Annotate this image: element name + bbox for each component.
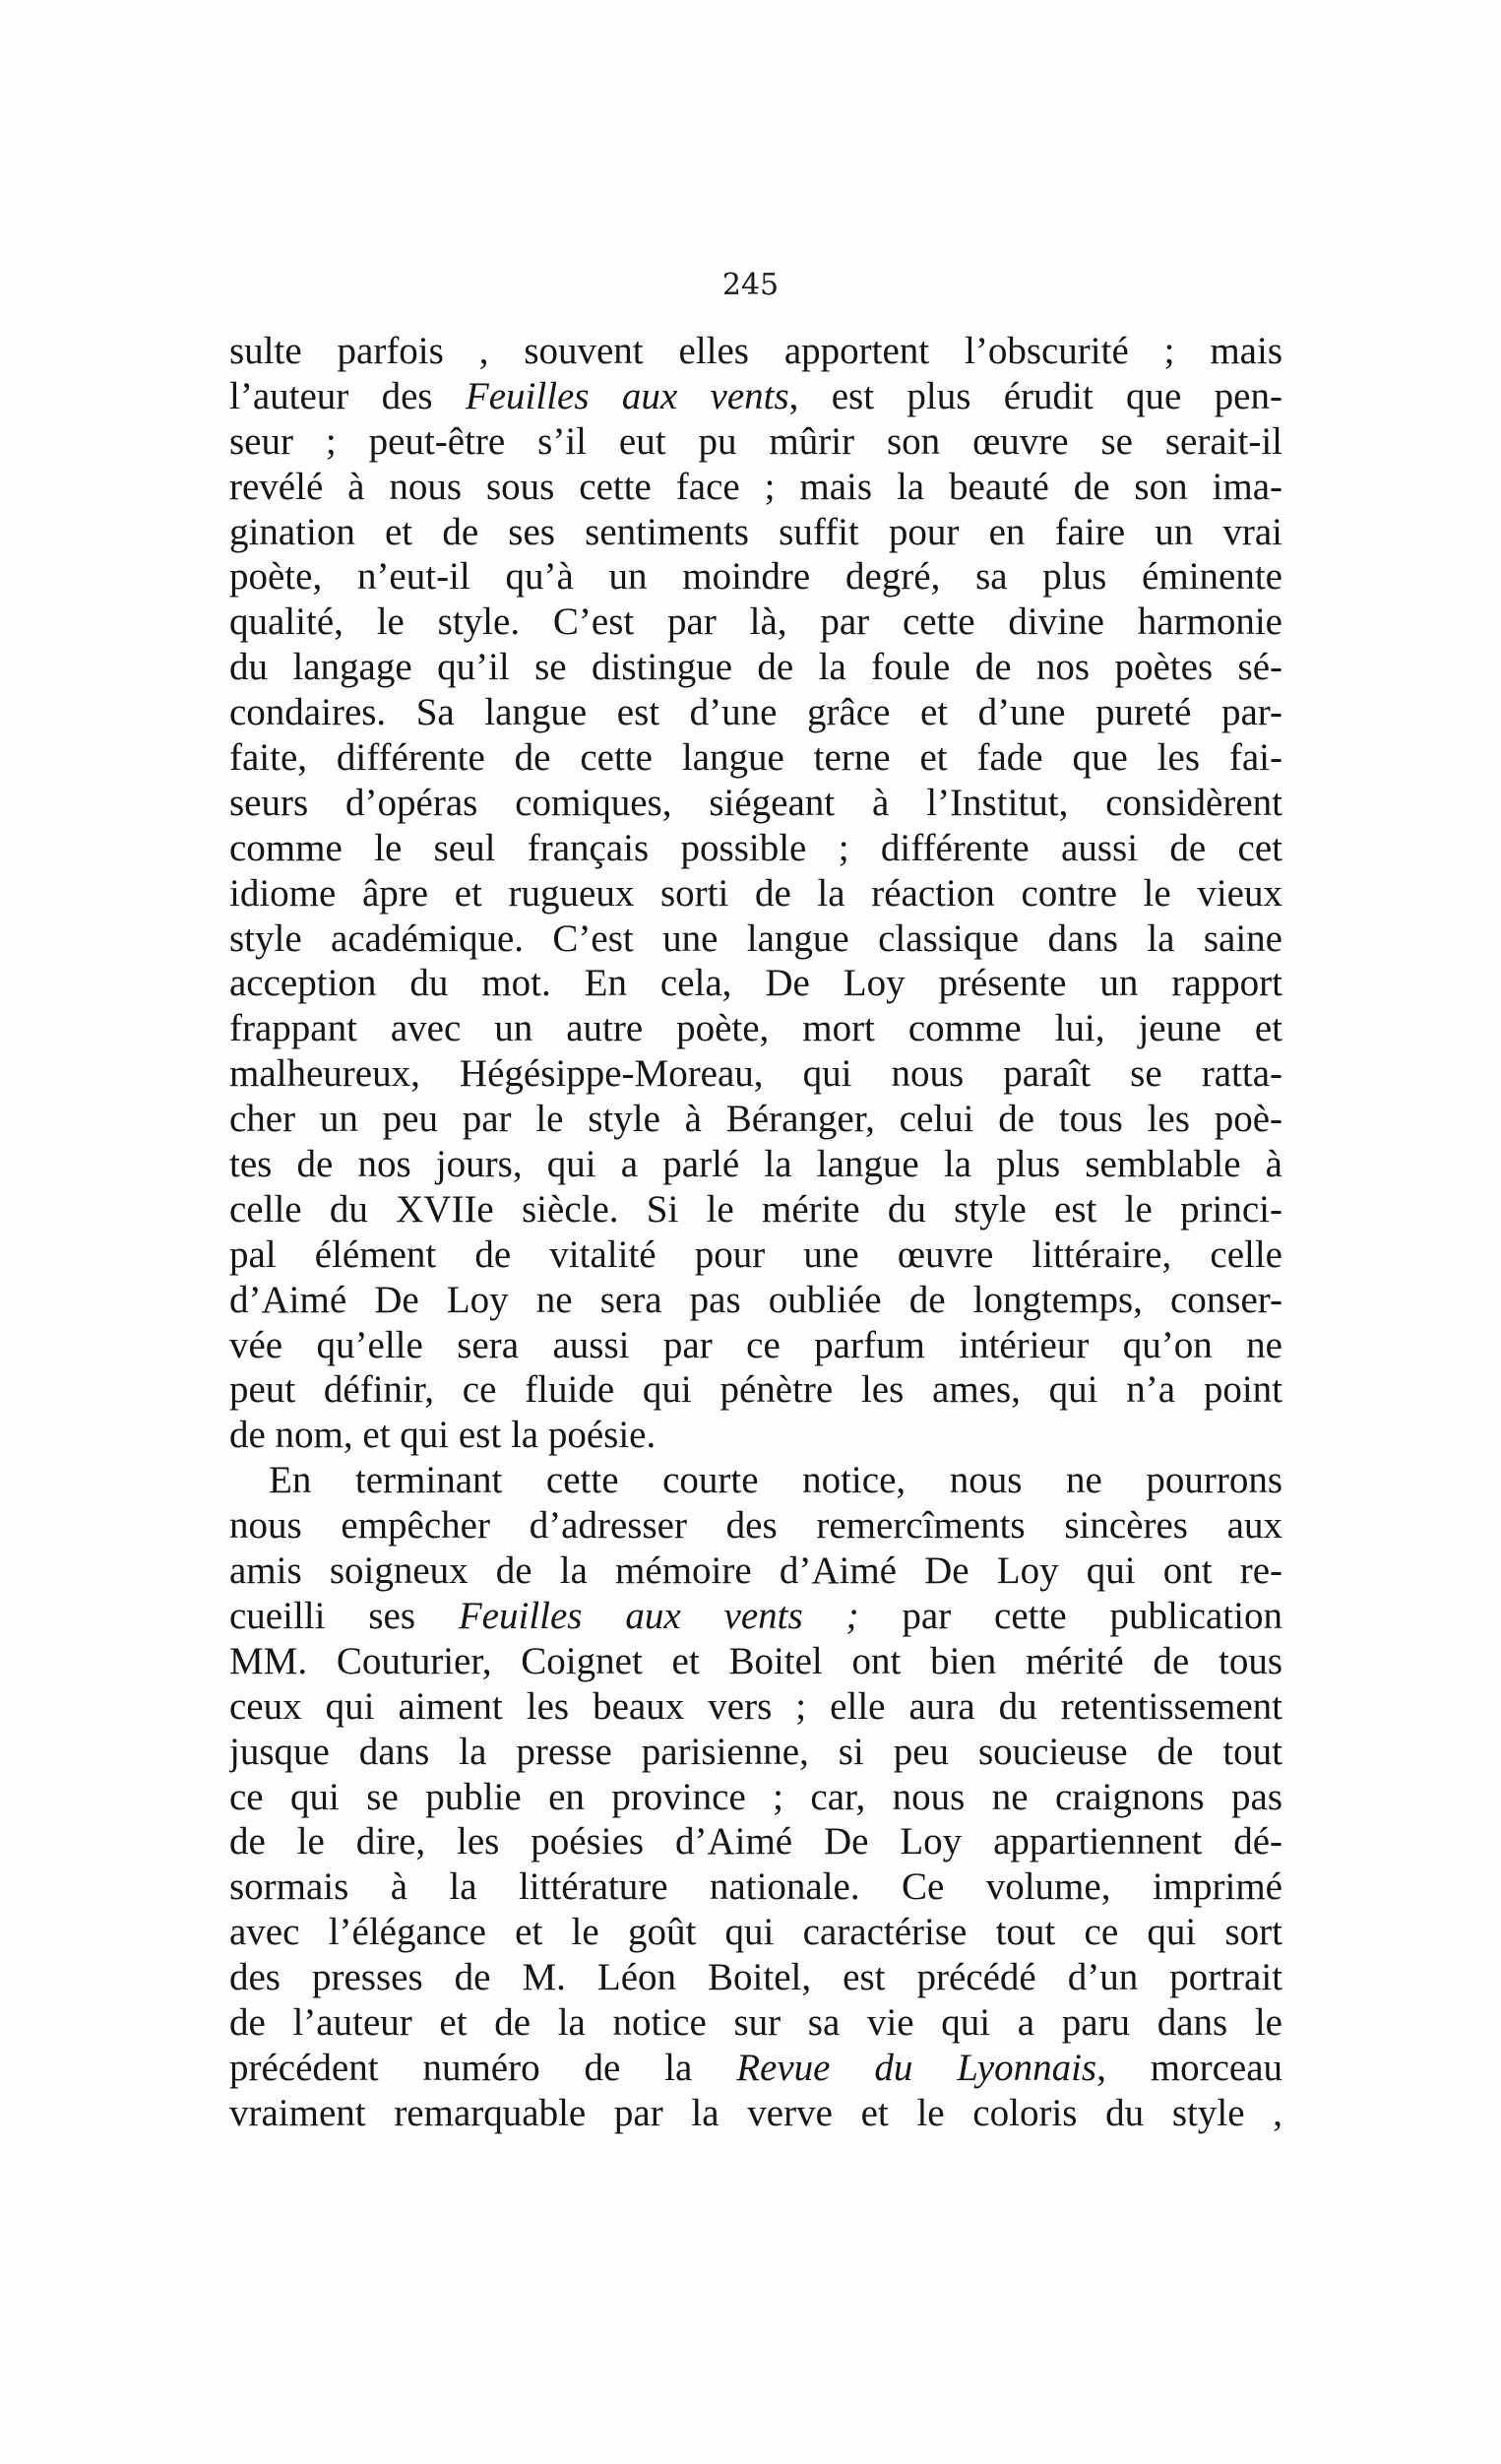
text-segment: jusque dans la presse parisienne, si peu soucieuse de tout [229,1730,1282,1773]
text-line [229,781,1282,826]
text-segment: frappant avec un autre poète, mort comme lui, jeune et [229,1007,1282,1050]
text-line [229,2046,1282,2091]
text-segment: d’Aimé De Loy ne sera pas oubliée de longtemps, conser- [229,1278,1282,1321]
text-line [229,465,1282,510]
text-segment: par cette publication [858,1594,1282,1637]
text-segment: vée qu’elle sera aussi par ce parfum intérieur qu’on ne [229,1323,1282,1366]
text-line [229,1910,1282,1955]
text-line [229,329,1282,374]
text-segment: comme le seul français possible ; différente aussi de cet [229,826,1282,869]
page-number: 245 [721,268,780,302]
text-segment: vraiment remarquable par la verve et le coloris du style , [229,2091,1282,2134]
text-line [229,1684,1282,1730]
text-line [229,916,1282,962]
text-segment: précédent numéro de la [229,2046,737,2089]
text-line [229,1323,1282,1368]
text-line [229,690,1282,735]
text-segment: , morceau [1096,2046,1282,2089]
text-segment: revélé à nous sous cette face ; mais la beauté de son ima- [229,465,1282,508]
text-segment: l’auteur des [229,374,466,417]
text-line [229,1955,1282,2000]
text-line [229,600,1282,645]
text-segment: tes de nos jours, qui a parlé la langue la plus semblable à [229,1143,1282,1186]
text-line [229,1413,1282,1458]
text-segment: sormais à la littérature nationale. Ce volume, imprimé [229,1865,1282,1909]
text-segment: cueilli ses [229,1594,459,1637]
text-line [229,1051,1282,1097]
text-line [229,1548,1282,1594]
text-line [229,1097,1282,1142]
text-segment: celle du XVIIe siècle. Si le mérite du style est le princi- [229,1187,1282,1231]
text-line [229,871,1282,916]
text-line [229,1864,1282,1910]
text-line [229,419,1282,465]
text-line [229,1278,1282,1323]
text-line [229,2000,1282,2046]
text-line [229,735,1282,781]
text-segment: En terminant cette courte notice, nous ne pourrons [269,1459,1282,1502]
text-line [229,1142,1282,1187]
text-segment: style académique. C’est une langue classique dans la saine [229,916,1282,960]
text-segment: avec l’élégance et le goût qui caractérise tout ce qui sort [229,1911,1282,1954]
italic-title: Revue du Lyonnais [736,2046,1097,2089]
text-line [229,1503,1282,1548]
text-line [229,1367,1282,1413]
text-segment: gination et de ses sentiments suffit pour en faire un vrai [229,510,1282,553]
text-segment: nous empêcher d’adresser des remercîments sincères aux [229,1504,1282,1548]
text-segment: sulte parfois , souvent elles apportent l’obscurité ; mais [229,330,1282,372]
text-segment: , est plus érudit que pen- [788,374,1282,417]
text-segment: ce qui se publie en province ; car, nous ne craignons pas [229,1775,1282,1818]
text-line [229,1006,1282,1051]
text-line [229,1232,1282,1278]
text-segment: du langage qu’il se distingue de la foule de nos poètes sé- [229,646,1282,689]
italic-title: Feuilles aux vents ; [458,1594,859,1637]
body-text [229,329,1282,2136]
text-line [229,1730,1282,1775]
text-line [229,1775,1282,1820]
text-line [229,1458,1282,1503]
text-segment: des presses de M. Léon Boitel, est précédé d’un portrait [229,1956,1282,1999]
text-line [229,1819,1282,1864]
text-segment: malheureux, Hégésippe-Moreau, qui nous paraît se ratta- [229,1052,1282,1096]
text-line [229,2091,1282,2136]
text-line [229,1594,1282,1639]
text-line [229,826,1282,871]
text-segment: condaires. Sa langue est d’une grâce et d’une pureté par- [229,691,1282,734]
text-line [229,510,1282,555]
text-segment: seurs d’opéras comiques, siégeant à l’Institut, considèrent [229,781,1282,824]
text-line [229,645,1282,690]
text-segment: seur ; peut-être s’il eut pu mûrir son œuvre se serait-il [229,419,1282,463]
text-segment: pal élément de vitalité pour une œuvre littéraire, celle [229,1232,1282,1276]
text-line [229,1187,1282,1232]
text-segment: MM. Couturier, Coignet et Boitel ont bien mérité de tous [229,1639,1282,1682]
text-segment: de l’auteur et de la notice sur sa vie qui a paru dans le [229,2000,1282,2044]
text-line [229,961,1282,1006]
text-segment: poète, n’eut-il qu’à un moindre degré, sa plus éminente [229,555,1282,599]
text-segment: peut définir, ce fluide qui pénètre les ames, qui n’a point [229,1368,1282,1412]
text-segment: amis soigneux de la mémoire d’Aimé De Loy qui ont re- [229,1549,1282,1593]
text-segment: qualité, le style. C’est par là, par cette divine harmonie [229,600,1282,644]
text-segment: de nom, et qui est la poésie. [229,1414,657,1457]
italic-title: Feuilles aux vents [465,374,789,417]
text-segment: faite, différente de cette langue terne et fade que les fai- [229,736,1282,780]
text-segment: acception du mot. En cela, De Loy présente un rapport [229,962,1282,1005]
text-segment: cher un peu par le style à Béranger, celui de tous les poè- [229,1098,1282,1141]
text-line [229,374,1282,419]
text-segment: ceux qui aiment les beaux vers ; elle aura du retentissement [229,1684,1282,1728]
text-line [229,1639,1282,1684]
text-segment: de le dire, les poésies d’Aimé De Loy appartiennent dé- [229,1820,1282,1864]
text-line [229,554,1282,600]
text-segment: idiome âpre et rugueux sorti de la réaction contre le vieux [229,871,1282,915]
